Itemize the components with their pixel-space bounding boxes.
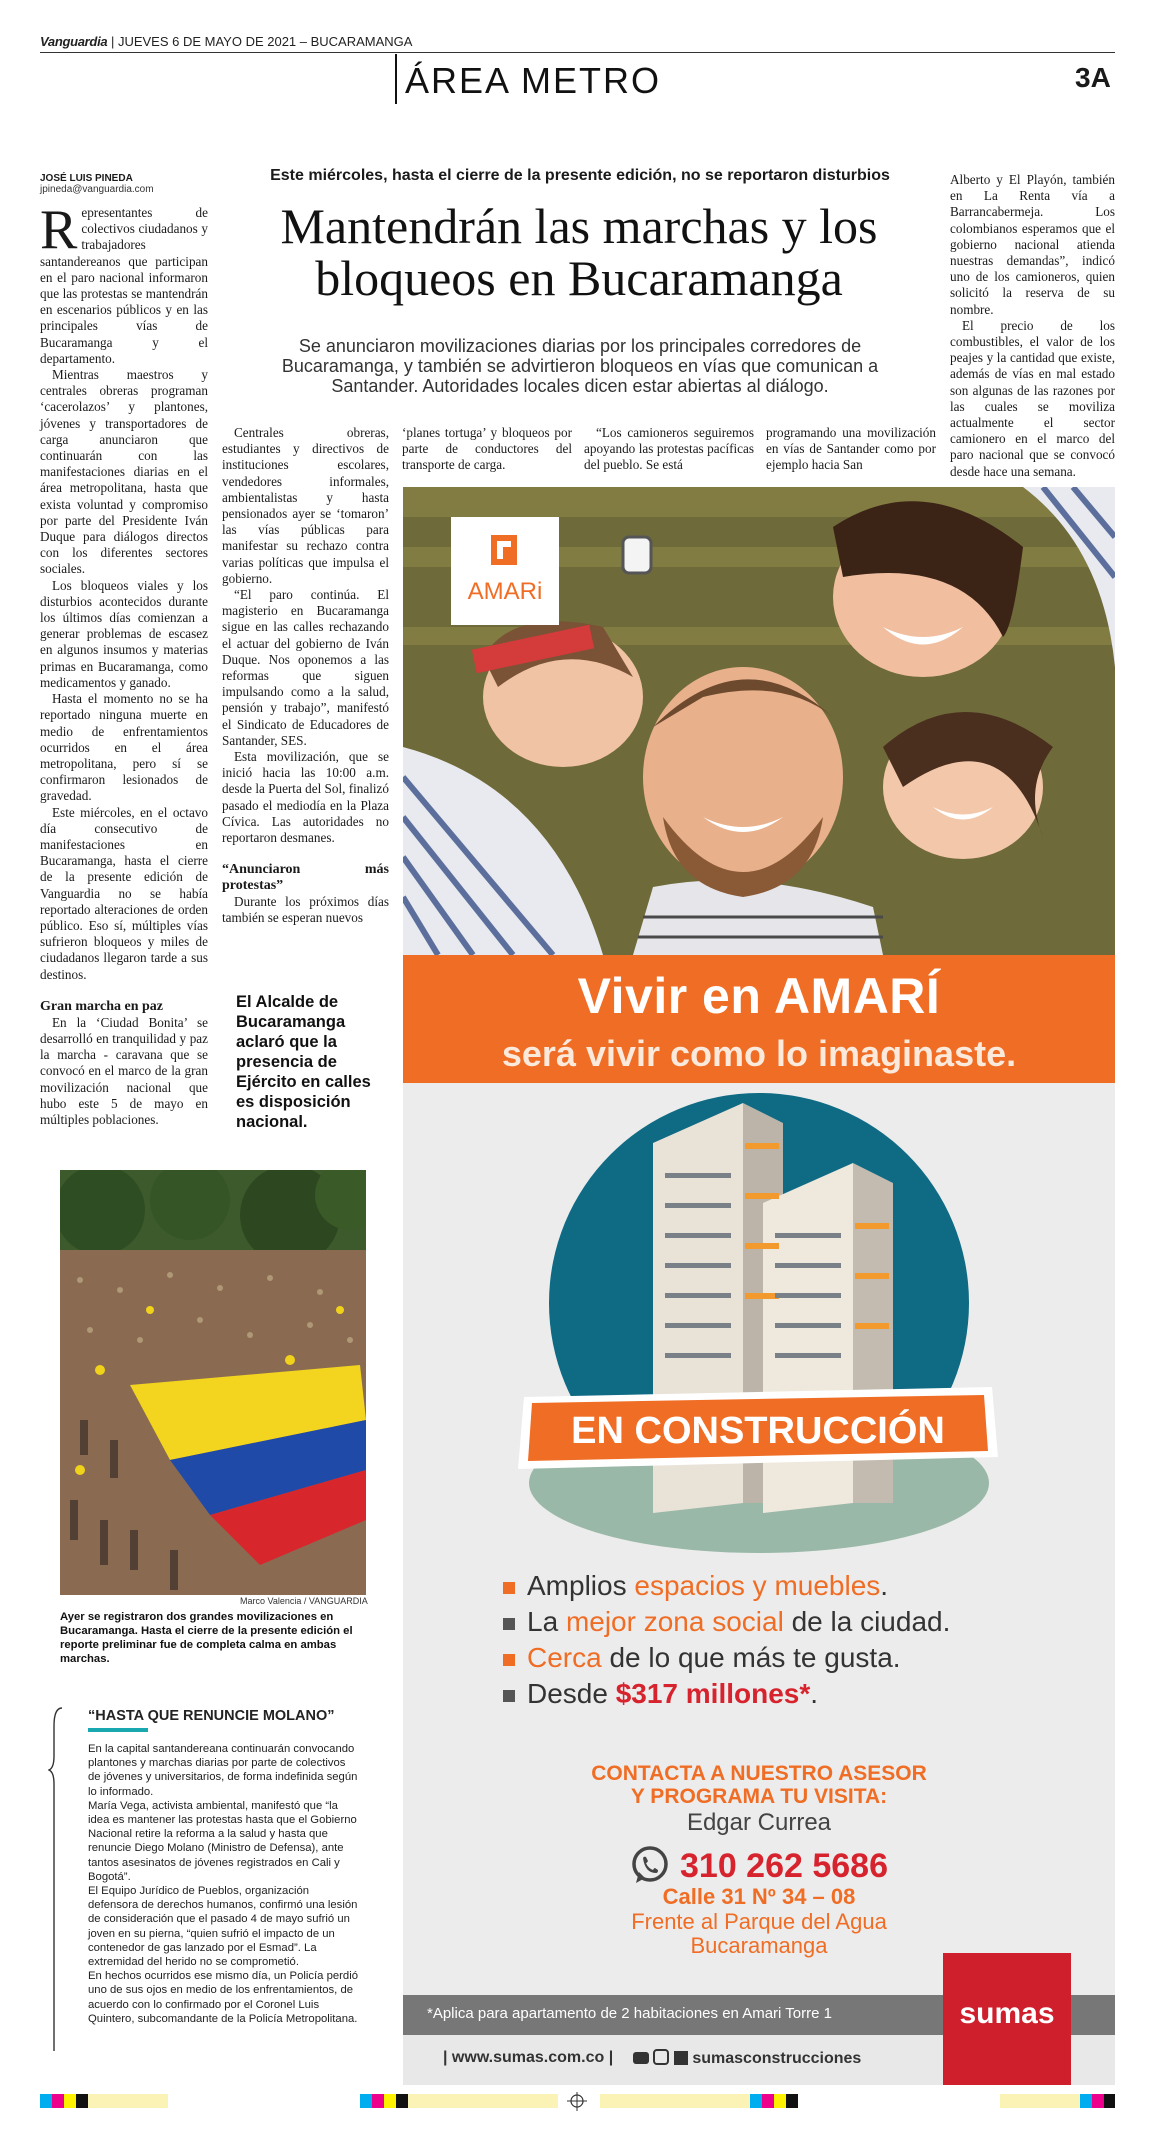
- paragraph: Representantes de colectivos ciudadanos y trabajadores santandereanos que participan en el paro nacional informaron que las protestas se mantendrán en escenarios públicos y en las principales vías de Bucaramanga y el departamento.: [40, 199, 208, 366]
- protest-photo-illustration: [60, 1170, 366, 1595]
- top-rule: [40, 52, 1115, 53]
- date-place: | JUEVES 6 DE MAYO DE 2021 – BUCARAMANGA: [110, 34, 413, 49]
- paragraph: El Equipo Jurídico de Pueblos, organización defensora de derechos humanos, confirmó una lesión de consideración que el pasado 4 de mayo sufrió un joven en su pierna, “quien sufrió el impacto de un contenedor de gas lanzado por el Esmad”. La extremidad del herido no se comprometió.: [88, 1885, 358, 1969]
- masthead: [40, 34, 412, 49]
- paragraph: El precio de los combustibles, el valor de los peajes y la cantidad que existe, además de vías en mal estado son algunas de las razones por las cuales se moviliza actualmente el sector camionero en el marco del paro nacional que se convocó desde hace una semana.: [950, 317, 1115, 479]
- paragraph: ‘planes tortuga’ y bloqueos por parte de conductores del transporte de carga.: [402, 425, 572, 473]
- section-title: ÁREA METRO: [405, 60, 662, 101]
- paragraph: Esta movilización, que se inició hacia las 10:00 a.m. desde la Puerta del Sol, finalizó pasado el mediodía en la Plaza Cívica. Las autoridades no reportaron desmanes.: [222, 749, 389, 846]
- website-link[interactable]: | www.sumas.com.co |: [443, 2049, 614, 2066]
- sumas-logo: sumas: [959, 1997, 1055, 2030]
- ad-feature: Cerca de lo que más te gusta.: [503, 1642, 901, 1674]
- article-column-4: [584, 425, 754, 474]
- paragraph: Alberto y El Playón, también en La Renta vía a Barrancabermeja. Los colombianos esperamos que el gobierno nacional atienda nuestras demandas”, indicó uno de los camioneros, quien solicitó la reserva de su nombre.: [950, 172, 1115, 317]
- paper-name: Vanguardia: [40, 34, 108, 49]
- subheading: “Anunciaron más protestas”: [222, 862, 389, 894]
- paragraph: En la ‘Ciudad Bonita’ se desarrolló en tranquilidad y paz la marcha - caravana que se convocó en el marco de la gran movilización nacional que hubo este 5 de mayo en múltiples poblaciones.: [40, 1014, 208, 1127]
- photo-credit: Marco Valencia / VANGUARDIA: [240, 1596, 368, 1606]
- paragraph: Este miércoles, en el octavo día consecutivo de manifestaciones en Bucaramanga, hasta el cierre de la presente edición de Vanguardia no se había reportado alteraciones de orden público. Eso sí, múltiples vías sufrieron bloqueos y miles de ciudadanos llegaron tarde a sus destinos.: [40, 804, 208, 982]
- phone-number[interactable]: 310 262 5686: [680, 1847, 888, 1885]
- paragraph: En la capital santandereana continuarán convocando plantones y marchas diarias por parte de colectivos de jóvenes y universitarios, de forma indefinida según lo informado.: [88, 1743, 358, 1798]
- byline-name: JOSÉ LUIS PINEDA: [40, 173, 133, 184]
- article-column-2: [222, 425, 389, 927]
- sidebar-brace: [48, 1706, 68, 2056]
- facebook-icon: [674, 2051, 688, 2065]
- amari-logo: [451, 517, 559, 625]
- paragraph: Mientras maestros y centrales obreras programan ‘cacerolazos’ y plantones, jóvenes y transportadores de carga anunciaron que continuarán con las manifestaciones diarias en el área metropolitana, hasta que exista voluntad y compromiso por parte del Presidente Iván Duque para diálogos directos con los diferentes sectores sociales.: [40, 367, 208, 577]
- protest-photo: [60, 1170, 366, 1595]
- print-color-strip: [40, 2092, 1115, 2112]
- whatsapp-icon: [630, 1845, 670, 1885]
- place-line: Bucaramanga: [690, 1933, 828, 1958]
- amari-logo-mark: [451, 517, 559, 625]
- paragraph: programando una movilización en vías de Santander como por ejemplo hacia San: [766, 425, 936, 473]
- article-headline: Mantendrán las marchas y los bloqueos en Bucaramanga: [280, 198, 878, 306]
- instagram-icon: [653, 2049, 669, 2065]
- street-address: Calle 31 Nº 34 – 08: [662, 1884, 856, 1909]
- building-illustration: [403, 1083, 1115, 1563]
- ad-feature: Amplios espacios y muebles.: [503, 1570, 888, 1602]
- construction-badge-text: EN CONSTRUCCIÓN: [571, 1410, 945, 1452]
- agent-name: Edgar Currea: [686, 1809, 832, 1836]
- page-number: 3A: [1075, 62, 1111, 93]
- ad-headline: Vivir en AMARÍ: [577, 968, 941, 1024]
- section-divider: [395, 54, 397, 104]
- social-handle[interactable]: sumasconstrucciones: [633, 2049, 861, 2068]
- contact-line: Y PROGRAMA TU VISITA:: [630, 1785, 888, 1808]
- photo-caption: Ayer se registraron dos grandes movilizaciones en Bucaramanga. Hasta el cierre de la presente edición el reporte preliminar fue de completa calma en ambas marchas.: [60, 1611, 353, 1665]
- paragraph: Los bloqueos viales y los disturbios acontecidos durante los últimos días comienzan a generar problemas de escasez en algunos insumos y materias primas en Bucaramanga, como medicamentos y ganado.: [40, 577, 208, 690]
- paragraph: “Los camioneros seguiremos apoyando las protestas pacíficas del pueblo. Se está: [584, 425, 754, 473]
- article-deck: Se anunciaron movilizaciones diarias por los principales corredores de Bucaramanga, y también se advirtieron bloqueos en vías que comunican a Santander. Autoridades locales dicen estar abiertas al diálogo.: [281, 336, 879, 396]
- article-column-right: [950, 172, 1115, 480]
- ad-feature: Desde $317 millones*.: [503, 1678, 818, 1710]
- sidebar-title: “HASTA QUE RENUNCIE MOLANO”: [88, 1708, 335, 1724]
- article-column-3: [402, 425, 572, 474]
- construction-badge: [518, 1387, 998, 1469]
- bullet-square-icon: [503, 1582, 515, 1594]
- sidebar-body: [88, 1742, 360, 2026]
- paragraph: Durante los próximos días también se esperan nuevos: [222, 894, 389, 926]
- paragraph: Centrales obreras, estudiantes y directivos de instituciones escolares, vendedores informales, ambientalistas y hasta pensionados ayer se ‘tomaron’ las vías públicas para manifestar su rechazo contra varias políticas que impulsa el gobierno.: [222, 425, 389, 586]
- phone-row[interactable]: [403, 1845, 1115, 1886]
- place-line: Frente al Parque del Agua: [631, 1909, 887, 1934]
- drop-cap: R: [40, 199, 78, 261]
- bullet-square-icon: [503, 1690, 515, 1702]
- bullet-square-icon: [503, 1618, 515, 1630]
- paragraph: María Vega, activista ambiental, manifestó que “la idea es mantener las protestas hasta que el Gobierno Nacional retire la reforma a la salud y hasta que renuncie Diego Molano (Ministro de Defensa), ante tantos asesinatos de jóvenes registrados en Cali y Bogotá”.: [88, 1799, 357, 1883]
- article-kicker: Este miércoles, hasta el cierre de la presente edición, no se reportaron disturbios: [270, 167, 890, 184]
- subheading: Gran marcha en paz: [40, 998, 164, 1014]
- ad-contact-block: [403, 1762, 1115, 1838]
- ad-address: [403, 1884, 1115, 1958]
- article-column-5: [766, 425, 936, 474]
- ad-feature: La mejor zona social de la ciudad.: [503, 1606, 950, 1638]
- paragraph: “El paro continúa. El magisterio en Bucaramanga sigue en las calles rechazando el actuar del gobierno de Iván Duque. Nos oponemos a las reformas que siguen impulsando como a la salud, pensión y trabajo”, manifestó el Sindicato de Educadores de Santander, SES.: [222, 587, 389, 748]
- ad-footnote: *Aplica para apartamento de 2 habitaciones en Amari Torre 1: [427, 2005, 832, 2022]
- bullet-square-icon: [503, 1654, 515, 1666]
- construction-badge-shape: [518, 1387, 998, 1469]
- youtube-icon: [633, 2052, 649, 2064]
- ad-subheadline: será vivir como lo imaginaste.: [501, 1033, 1017, 1074]
- pull-quote: El Alcalde de Bucaramanga aclaró que la presencia de Ejército en calles es disposición nacional.: [236, 993, 371, 1131]
- contact-line: CONTACTA A NUESTRO ASESOR: [591, 1762, 927, 1785]
- byline-email: jpineda@vanguardia.com: [40, 184, 154, 195]
- article-column-1: [40, 199, 208, 1128]
- amari-logo-text: AMARi: [467, 578, 543, 605]
- paragraph: En hechos ocurridos ese mismo día, un Policía perdió uno de sus ojos en medio de los enfrentamientos, de acuerdo con lo confirmado por el Coronel Luis Quintero, subcomandante de la Policía Metropolitana.: [88, 1970, 359, 2025]
- paragraph: Hasta el momento no se ha reportado ninguna muerte en medio de enfrentamientos ocurridos en el área metropolitana, pero sí se confirmaron lesionados de gravedad.: [40, 691, 208, 804]
- sidebar-accent-rule: [88, 1728, 148, 1732]
- amari-advertisement[interactable]: [403, 487, 1115, 2085]
